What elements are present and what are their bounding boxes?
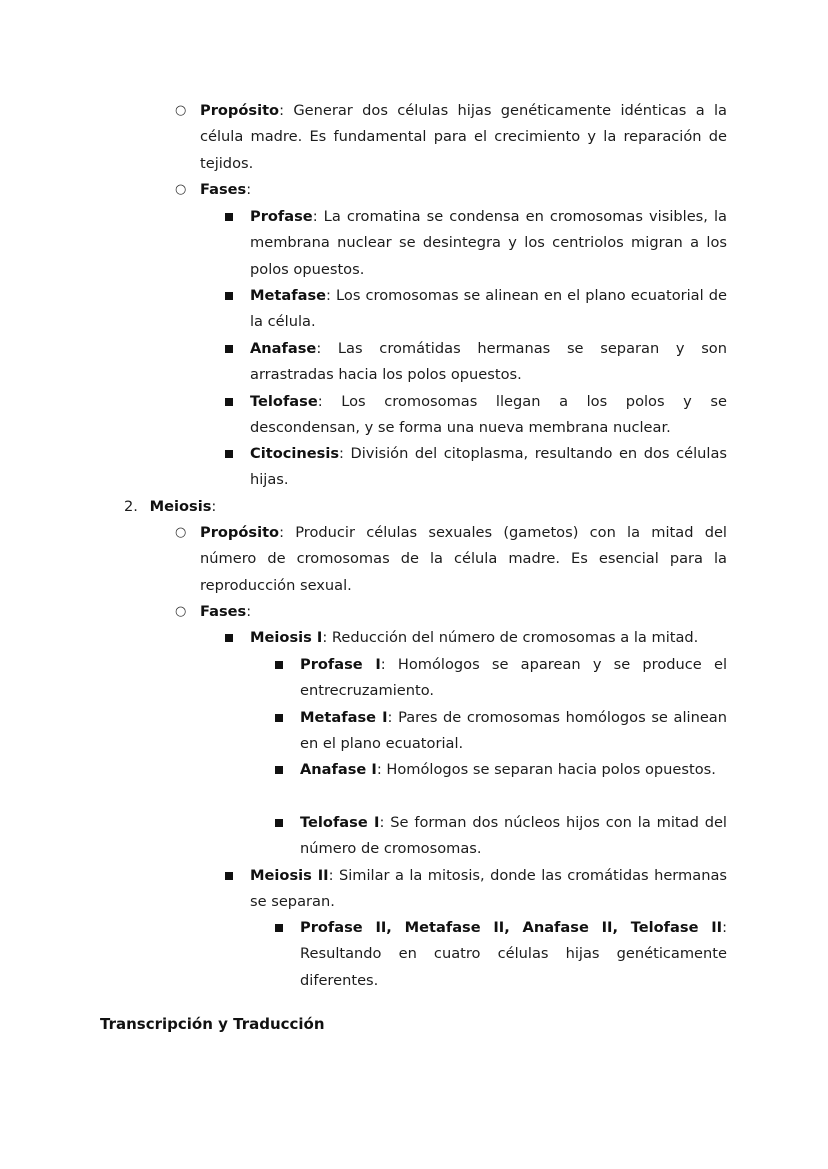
mitosis-phase-profase [250, 204, 727, 283]
meiosis2-phases [300, 915, 727, 994]
list-number: 2. [124, 498, 138, 515]
phase-label: Citocinesis [250, 445, 340, 462]
meiosis-suffix: : [211, 498, 217, 515]
phase-text: : Los cromosomas llegan a los polos y se descondensan, y se forma una nueva membrana nuclear. [250, 393, 727, 437]
mitosis-fases-label: Fases [200, 181, 247, 198]
circle-bullet-icon: ○ [175, 182, 187, 197]
phase-text: : Se forman dos núcleos hijos con la mitad del número de cromosomas. [300, 814, 727, 858]
meiosis-fases-item [175, 599, 727, 625]
meiosis-proposito-label: Propósito [200, 524, 280, 541]
meiosis1-phase-metafase [300, 705, 727, 758]
phase-label: Profase [250, 208, 313, 225]
square-bullet-icon [225, 213, 233, 221]
square-bullet-icon [275, 661, 283, 669]
phase-text: : La cromatina se condensa en cromosomas visibles, la membrana nuclear se desintegra y los centriolos migran a los polos opuestos. [250, 208, 727, 278]
phase-text: : Los cromosomas se alinean en el plano ecuatorial de la célula. [250, 287, 727, 331]
meiosis1-item [250, 625, 727, 651]
meiosis1-phase-telofase [300, 810, 727, 863]
mitosis-proposito-label: Propósito [200, 102, 280, 119]
phase-label: Anafase I [300, 761, 377, 778]
meiosis1-text: : Reducción del número de cromosomas a la mitad. [322, 629, 699, 646]
meiosis-proposito-text: : Producir células sexuales (gametos) con la mitad del número de cromosomas de la célula madre. Es esencial para la reproducción sexual. [200, 524, 727, 594]
meiosis-proposito-item [175, 520, 727, 599]
mitosis-proposito-text: : Generar dos células hijas genéticamente idénticas a la célula madre. Es fundamental para el crecimiento y la reparación de tejidos. [200, 102, 727, 172]
mitosis-phase-anafase [250, 336, 727, 389]
phase-text: : Resultando en cuatro células hijas genéticamente diferentes. [300, 919, 727, 989]
mitosis-fases-suffix: : [246, 181, 252, 198]
square-bullet-icon [275, 714, 283, 722]
meiosis-label: Meiosis [149, 498, 212, 515]
circle-bullet-icon: ○ [175, 103, 187, 118]
square-bullet-icon [225, 398, 233, 406]
meiosis1-phase-profase [300, 652, 727, 705]
meiosis2-item [250, 863, 727, 916]
mitosis-proposito-item [175, 98, 727, 177]
phase-text: : Homólogos se aparean y se produce el entrecruzamiento. [300, 656, 728, 700]
meiosis2-label: Meiosis II [250, 867, 329, 884]
meiosis-fases-suffix: : [246, 603, 252, 620]
mitosis-phase-metafase [250, 283, 727, 336]
meiosis-heading-item [124, 494, 216, 520]
phase-text: : Homólogos se separan hacia polos opuestos. [376, 761, 716, 778]
phase-label: Anafase [250, 340, 317, 357]
meiosis1-label: Meiosis I [250, 629, 323, 646]
phase-label: Metafase I [300, 709, 388, 726]
square-bullet-icon [225, 292, 233, 300]
square-bullet-icon [225, 450, 233, 458]
section-heading: Transcripción y Traducción [100, 1015, 325, 1033]
square-bullet-icon [275, 819, 283, 827]
phase-text: : Pares de cromosomas homólogos se alinean en el plano ecuatorial. [300, 709, 727, 753]
meiosis2-text: : Similar a la mitosis, donde las cromátidas hermanas se separan. [250, 867, 728, 911]
mitosis-phase-telofase [250, 389, 727, 442]
meiosis1-phase-anafase [300, 757, 727, 783]
phase-label: Profase I [300, 656, 381, 673]
mitosis-fases-item [175, 177, 727, 203]
meiosis-fases-label: Fases [200, 603, 247, 620]
circle-bullet-icon: ○ [175, 525, 187, 540]
square-bullet-icon [225, 345, 233, 353]
phase-label: Telofase [250, 393, 318, 410]
phase-text: : Las cromátidas hermanas se separan y son arrastradas hacia los polos opuestos. [250, 340, 727, 384]
square-bullet-icon [275, 766, 283, 774]
phase-text: : División del citoplasma, resultando en dos células hijas. [250, 445, 727, 489]
circle-bullet-icon: ○ [175, 604, 187, 619]
phase-label: Metafase [250, 287, 327, 304]
phase-label: Profase II, Metafase II, Anafase II, Telofase II [300, 919, 723, 936]
square-bullet-icon [225, 634, 233, 642]
square-bullet-icon [225, 872, 233, 880]
phase-label: Telofase I [300, 814, 380, 831]
square-bullet-icon [275, 924, 283, 932]
mitosis-phase-citocinesis [250, 441, 727, 494]
